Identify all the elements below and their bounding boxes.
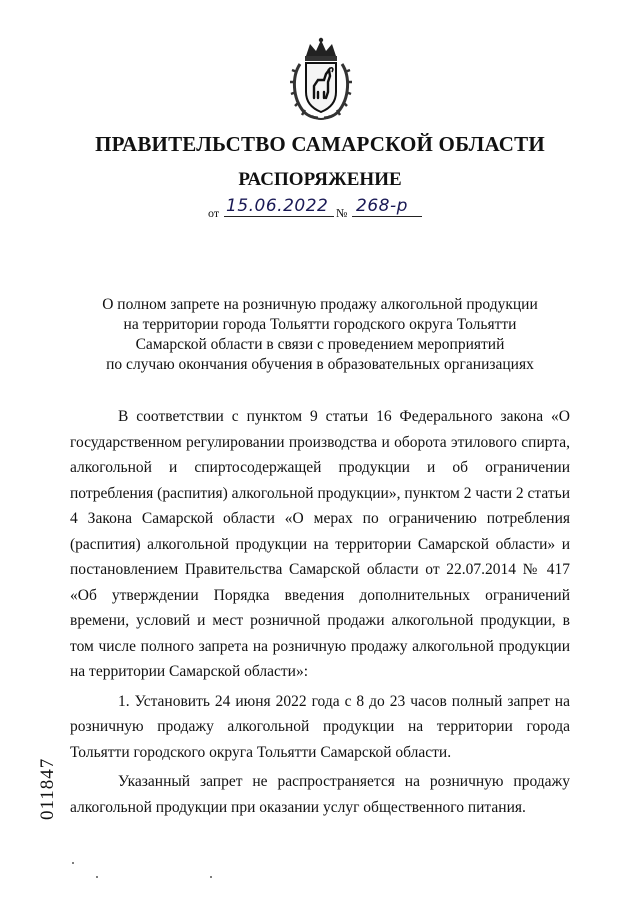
scan-speck: [72, 862, 74, 864]
subject-line: О полном запрете на розничную продажу алкогольной продукции: [102, 296, 538, 313]
document-type-heading: РАСПОРЯЖЕНИЕ: [238, 169, 402, 190]
coat-of-arms-icon: [288, 36, 354, 122]
date-handwritten: 15.06.2022: [226, 196, 329, 216]
number-label: №: [336, 206, 348, 220]
body-paragraph-preamble: В соответствии с пунктом 9 статьи 16 Федерального закона «О государственном регулировании производства и оборота этилового спирта, алкогольной и спиртосодержащей продукции и об ограничении потребления (распития) алкогольной продукции», пунктом 2 части 2 статьи 4 Закона Самарской области «О мерах по ограничению потребления (распития) алкогольной продукции на территории Самарской области» и постановлением Правительства Самарской области от 22.07.2014 № 417 «Об утверждении Порядка введения дополнительных ограничений времени, условий и мест розничной продажи алкогольной продукции, в том числе полного запрета на розничную продажу алкогольной продукции на территории Самарской области»:: [70, 408, 570, 680]
scan-speck: [96, 876, 98, 878]
number-underline: [352, 216, 422, 217]
body-paragraph-item-1: 1. Установить 24 июня 2022 года с 8 до 23 часов полный запрет на розничную продажу алкогольной продукции на территории города Тольятти городского округа Тольятти Самарской области.: [70, 692, 570, 761]
subject-line: Самарской области в связи с проведением мероприятий: [135, 336, 505, 353]
document-body: [70, 404, 570, 820]
registration-line: [208, 196, 438, 224]
margin-serial: [37, 728, 61, 820]
subject-line: на территории города Тольятти городского округа Тольятти: [123, 316, 517, 333]
date-label: от: [208, 206, 220, 220]
document-subject: [70, 295, 570, 375]
scan-speck: [210, 876, 212, 878]
subject-line: по случаю окончания обучения в образовательных организациях: [106, 356, 534, 373]
serial-number: 011847: [37, 757, 58, 820]
body-paragraph-exception: Указанный запрет не распространяется на розничную продажу алкогольной продукции при оказании услуг общественного питания.: [70, 773, 570, 816]
date-underline: [224, 216, 334, 217]
organization-title: ПРАВИТЕЛЬСТВО САМАРСКОЙ ОБЛАСТИ: [95, 132, 545, 156]
number-handwritten: 268-р: [356, 196, 408, 216]
